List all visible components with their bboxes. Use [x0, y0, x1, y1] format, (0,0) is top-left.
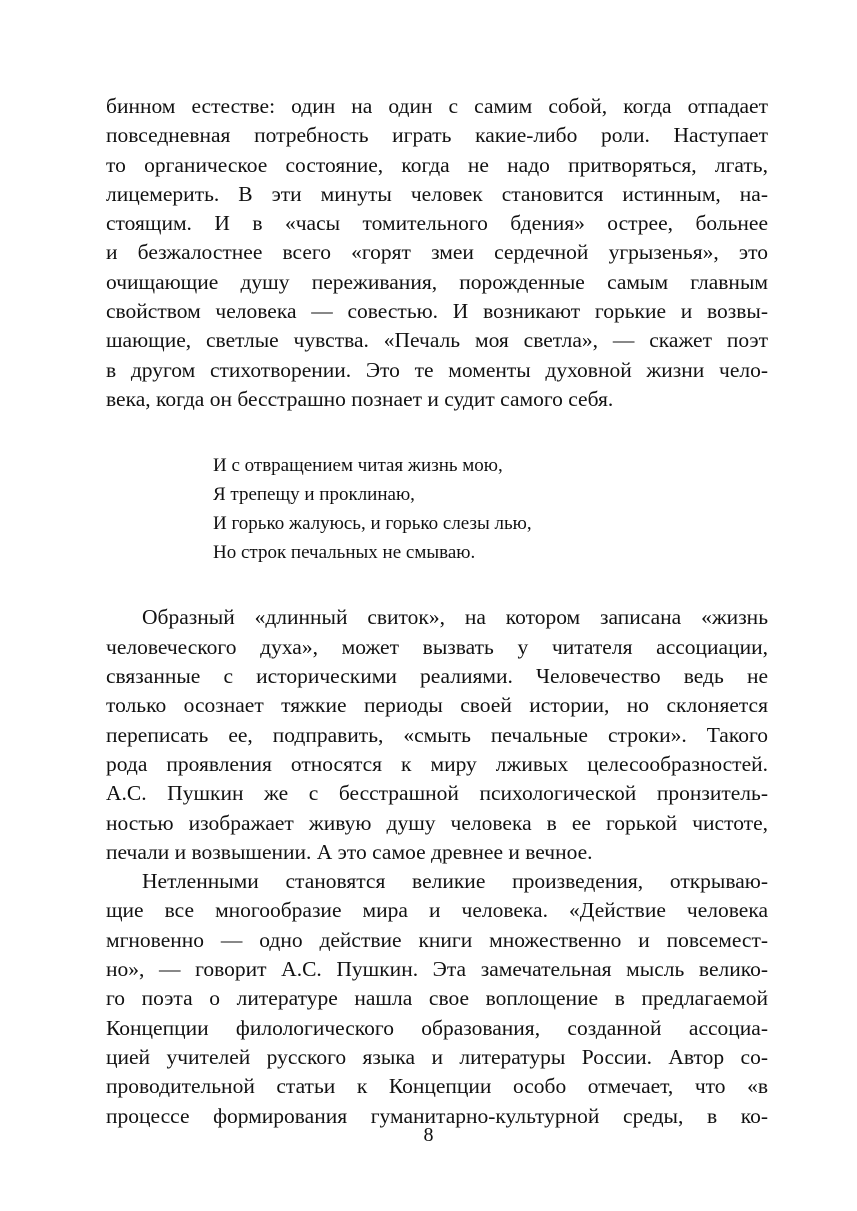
text-line: то органическое состояние, когда не надо притворяться, лгать,: [106, 152, 768, 177]
poem-line: Но строк печальных не смываю.: [213, 541, 476, 563]
poem-line: Я трепещу и проклинаю,: [213, 484, 415, 506]
text-line: рода проявления относятся к миру лживых целесообразностей.: [106, 751, 768, 776]
text-line: очищающие душу переживания, порожденные самым главным: [106, 269, 768, 294]
poem-quote: [213, 452, 768, 567]
poem-line: И горько жалуюсь, и горько слезы лью,: [213, 512, 532, 534]
text-line: свойством человека — совестью. И возникают горькие и возвы-: [106, 299, 768, 324]
text-line: человеческого духа», может вызвать у читателя ассоциации,: [106, 634, 768, 659]
text-line: и безжалостнее всего «горят змеи сердечной угрызенья», это: [106, 240, 768, 265]
text-line: ностью изображает живую душу человека в ее горькой чистоте,: [106, 810, 768, 835]
spacer: [106, 567, 768, 603]
text-line: Образный «длинный свиток», на котором записана «жизнь: [142, 605, 768, 630]
text-line: процессе формирования гуманитарно-культурной среды, в ко-: [106, 1103, 768, 1128]
text-line: связанные с историческими реалиями. Человечество ведь не: [106, 664, 768, 689]
text-line: шающие, светлые чувства. «Печаль моя светла», — скажет поэт: [106, 328, 768, 353]
text-line: Концепции филологического образования, созданной ассоциа-: [106, 1015, 768, 1040]
text-line: века, когда он бесстрашно познает и судит самого себя.: [106, 386, 614, 411]
text-line: цией учителей русского языка и литературы России. Автор со-: [106, 1044, 768, 1069]
poem-line: И с отвращением читая жизнь мою,: [213, 455, 503, 477]
page-body: [106, 92, 768, 1131]
text-line: проводительной статьи к Концепции особо отмечает, что «в: [106, 1074, 768, 1099]
text-line: но», — говорит А.С. Пушкин. Эта замечательная мысль велико-: [106, 957, 768, 982]
text-line: щие все многообразие мира и человека. «Действие человека: [106, 898, 768, 923]
page-number: 8: [423, 1124, 434, 1146]
text-line: в другом стихотворении. Это те моменты духовной жизни чело-: [106, 357, 768, 382]
text-line: только осознает тяжкие периоды своей истории, но склоняется: [106, 693, 768, 718]
text-line: повседневная потребность играть какие-либо роли. Наступает: [106, 123, 768, 148]
text-line: А.С. Пушкин же с бесстрашной психологической пронзитель-: [106, 781, 768, 806]
text-line: стоящим. И в «часы томительного бдения» острее, больнее: [106, 211, 768, 236]
text-line: бинном естестве: один на один с самим собой, когда отпадает: [106, 94, 768, 118]
text-line: го поэта о литературе нашла свое воплощение в предлагаемой: [106, 986, 768, 1011]
text-line: лицемерить. В эти минуты человек становится истинным, на-: [106, 181, 768, 206]
text-line: мгновенно — одно действие книги множественно и повсемест-: [106, 927, 768, 952]
paragraph-2: [106, 603, 768, 867]
paragraph-1: [106, 92, 768, 414]
text-line: Нетленными становятся великие произведения, открываю-: [142, 869, 768, 894]
text-line: печали и возвышении. А это самое древнее и вечное.: [106, 839, 593, 864]
text-line: переписать ее, подправить, «смыть печальные строки». Такого: [106, 722, 768, 747]
paragraph-3: [106, 867, 768, 1131]
